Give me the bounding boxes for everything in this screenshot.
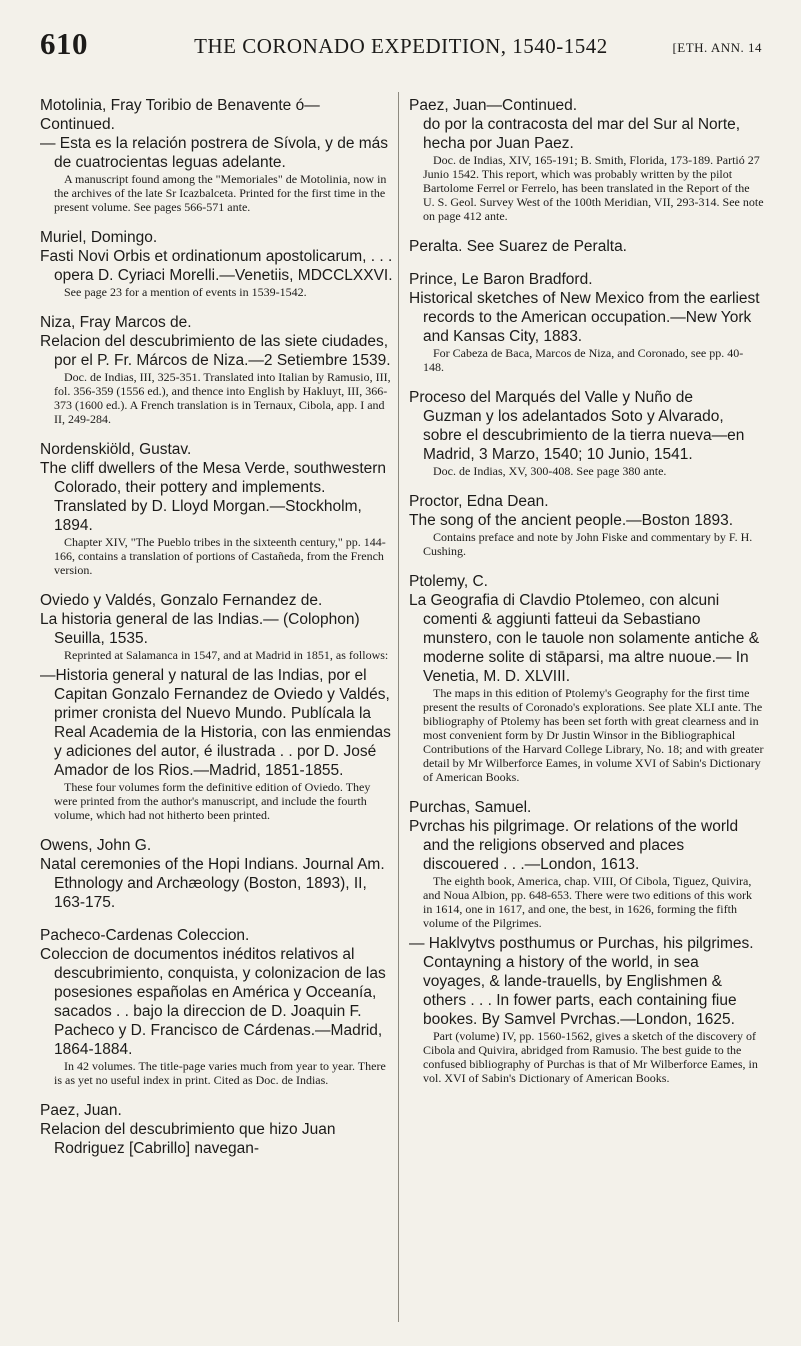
bibliography-entry xyxy=(40,591,395,822)
entry-text: La Geografia di Clavdio Ptolemeo, con alcuni comenti & aggiunti fatteui da Sebastiano munstero, con le tauole non solamente antiche & moderne solite di stāparsi, ma altre nuoue.— In Venetia, M. D. XLVIII. xyxy=(409,592,760,685)
entry-text: —Historia general y natural de las Indias, por el Capitan Gonzalo Fernandez de Oviedo y Valdés, primer cronista del Nuevo Mundo. Publícala la Real Academia de la Historia, con las enmiendas y adiciones del autor, é ilustrada . . por D. José Amador de los Rios.—Madrid, 1851-1855. xyxy=(40,667,391,779)
entry-note: The eighth book, America, chap. VIII, Of Cibola, Tiguez, Quivira, and Noua Albion, pp. 648-653. There were two editions of this work in 1614, one in 1617, and one, the best, in 1626, forming the fifth volume of the Pilgrimes. xyxy=(423,874,753,930)
entry-text: Pvrchas his pilgrimage. Or relations of the world and the religions observed and places discouered . . .—London, 1613. xyxy=(409,818,739,873)
entry-heading: Proceso del Marqués del Valle y Nuño de xyxy=(409,389,694,406)
entry-heading: Proctor, Edna Dean. xyxy=(409,493,549,510)
bibliography-entry xyxy=(40,96,395,214)
entry-note: Part (volume) IV, pp. 1560-1562, gives a sketch of the discovery of Cibola and Quivira, abridged from Ramusio. The best guide to the confused bibliography of Purchas is that of Mr Wilberforce Eames, in vol. XVI of Sabin's Dictionary of American Books. xyxy=(423,1029,758,1085)
bibliography-entry xyxy=(409,388,764,478)
entry-note: In 42 volumes. The title-page varies much from year to year. There is as yet no useful index in print. Cited as Doc. de Indias. xyxy=(54,1059,386,1087)
entry-heading: Pacheco-Cardenas Coleccion. xyxy=(40,927,250,944)
entry-text: Continued. xyxy=(40,116,115,133)
entry-text: Relacion del descubrimiento de las siete ciudades, por el P. Fr. Márcos de Niza.—2 Setiembre 1539. xyxy=(40,333,391,369)
bibliography-entry xyxy=(40,836,395,912)
bibliography-entry xyxy=(40,228,395,299)
entry-note: Doc. de Indias, XV, 300-408. See page 380 ante. xyxy=(433,464,667,478)
entry-heading: Oviedo y Valdés, Gonzalo Fernandez de. xyxy=(40,592,323,609)
entry-heading: Ptolemy, C. xyxy=(409,573,488,590)
bibliography-entry xyxy=(40,1101,395,1158)
entry-text: La historia general de las Indias.— (Colophon) Seuilla, 1535. xyxy=(40,611,360,647)
entry-text: Guzman y los adelantados Soto y Alvarado, sobre el descubrimiento de la tierra nueva—en Madrid, 3 Marzo, 1540; 10 Junio, 1541. xyxy=(423,408,745,463)
page-header xyxy=(40,26,762,66)
entry-heading: Niza, Fray Marcos de. xyxy=(40,314,192,331)
entry-heading: Nordenskiöld, Gustav. xyxy=(40,441,192,458)
entry-text: Relacion del descubrimiento que hizo Juan Rodriguez [Cabrillo] navegan- xyxy=(40,1121,336,1157)
bibliography-entry xyxy=(409,270,764,374)
entry-heading: Peralta. See Suarez de Peralta. xyxy=(409,238,627,255)
bibliography-entry xyxy=(40,926,395,1087)
entry-heading: Paez, Juan—Continued. xyxy=(409,97,578,114)
right-column xyxy=(409,96,764,1099)
entry-note: The maps in this edition of Ptolemy's Geography for the first time present the results of Coronado's explorations. See plate XLI ante. The bibliography of Ptolemy has been set forth with great clearness and in most convenient form by Dr Justin Winsor in the Bibliographical Contributions of the Harvard College Library, No. 18; and with greater detail by Mr Wilberforce Eames, in volume XVI of Sabin's Dictionary of American Books. xyxy=(423,686,764,784)
entry-heading: Paez, Juan. xyxy=(40,1102,122,1119)
left-column xyxy=(40,96,395,1172)
entry-note: A manuscript found among the "Memoriales" de Motolinia, now in the archives of the late Sr Icazbalceta. Printed for the first time in the present volume. See pages 566-571 ante. xyxy=(54,172,387,214)
entry-text: Coleccion de documentos inéditos relativos al descubrimiento, conquista, y colonizacion de las posesiones españolas en América y Occeanía, sacados . . bajo la direccion de D. Joaquin F. Pacheco y D. Francisco de Cárdenas.—Madrid, 1864-1884. xyxy=(40,946,386,1058)
entry-note: Doc. de Indias, XIV, 165-191; B. Smith, Florida, 173-189. Partió 27 Junio 1542. This report, which was probably written by the pilot Bartolome Ferrel or Ferrelo, has been translated in the Report of the U. S. Geol. Survey West of the 100th Meridian, VII, 293-314. See note on page 412 ante. xyxy=(423,153,764,223)
bibliography-entry xyxy=(409,492,764,558)
bibliography-entry xyxy=(409,572,764,784)
entry-note: Reprinted at Salamanca in 1547, and at Madrid in 1851, as follows: xyxy=(64,648,389,662)
entry-text: — Esta es la relación postrera de Sívola, y de más de cuatrocientas leguas adelante. xyxy=(40,135,389,171)
entry-heading: Purchas, Samuel. xyxy=(409,799,532,816)
entry-note: These four volumes form the definitive edition of Oviedo. They were printed from the author's manuscript, and include the fourth volume, which had not hitherto been printed. xyxy=(54,780,371,822)
entry-note: Doc. de Indias, III, 325-351. Translated into Italian by Ramusio, III, fol. 356-359 (1556 ed.), and thence into English by Hakluyt, III, 366-373 (1600 ed.). A French translation is in Ternaux, Cibola, app. I and II, 249-284. xyxy=(54,370,391,426)
entry-note: See page 23 for a mention of events in 1539-1542. xyxy=(64,285,307,299)
entry-text: Natal ceremonies of the Hopi Indians. Journal Am. Ethnology and Archæology (Boston, 1893), II, 163-175. xyxy=(40,856,385,911)
running-title: THE CORONADO EXPEDITION, 1540-1542 xyxy=(194,34,608,58)
bibliography-entry xyxy=(409,237,764,256)
report-reference: [ETH. ANN. 14 xyxy=(672,40,762,55)
entry-text: Historical sketches of New Mexico from the earliest records to the American occupation.—New York and Kansas City, 1883. xyxy=(409,290,760,345)
column-divider xyxy=(398,92,399,1322)
entry-note: For Cabeza de Baca, Marcos de Niza, and Coronado, see pp. 40-148. xyxy=(423,346,744,374)
entry-heading: Muriel, Domingo. xyxy=(40,229,158,246)
entry-note: Chapter XIV, "The Pueblo tribes in the sixteenth century," pp. 144-166, contains a translation of portions of Castañeda, from the French version. xyxy=(54,535,386,577)
entry-heading: Prince, Le Baron Bradford. xyxy=(409,271,593,288)
bibliography-entry xyxy=(40,440,395,577)
entry-text: The song of the ancient people.—Boston 1893. xyxy=(409,512,734,529)
entry-text: — Haklvytvs posthumus or Purchas, his pilgrimes. Contayning a history of the world, in sea voyages, & lande-trauells, by Englishmen & others . . . In fower parts, each containing fiue bookes. By Samvel Pvrchas.—London, 1625. xyxy=(409,935,754,1028)
entry-text: do por la contracosta del mar del Sur al Norte, hecha por Juan Paez. xyxy=(423,116,741,152)
entry-note: Contains preface and note by John Fiske and commentary by F. H. Cushing. xyxy=(423,530,753,558)
bibliography-entry xyxy=(40,313,395,426)
bibliography-entry xyxy=(409,96,764,223)
bibliography-entry xyxy=(409,798,764,1085)
entry-heading: Owens, John G. xyxy=(40,837,152,854)
entry-heading: Motolinia, Fray Toribio de Benavente ó— xyxy=(40,97,320,114)
entry-text: Fasti Novi Orbis et ordinationum apostolicarum, . . . opera D. Cyriaci Morelli.—Venetiis, MDCCLXXVI. xyxy=(40,248,393,284)
entry-text: The cliff dwellers of the Mesa Verde, southwestern Colorado, their pottery and implements. Translated by D. Lloyd Morgan.—Stockholm, 1894. xyxy=(40,460,387,534)
page-number: 610 xyxy=(40,26,88,61)
